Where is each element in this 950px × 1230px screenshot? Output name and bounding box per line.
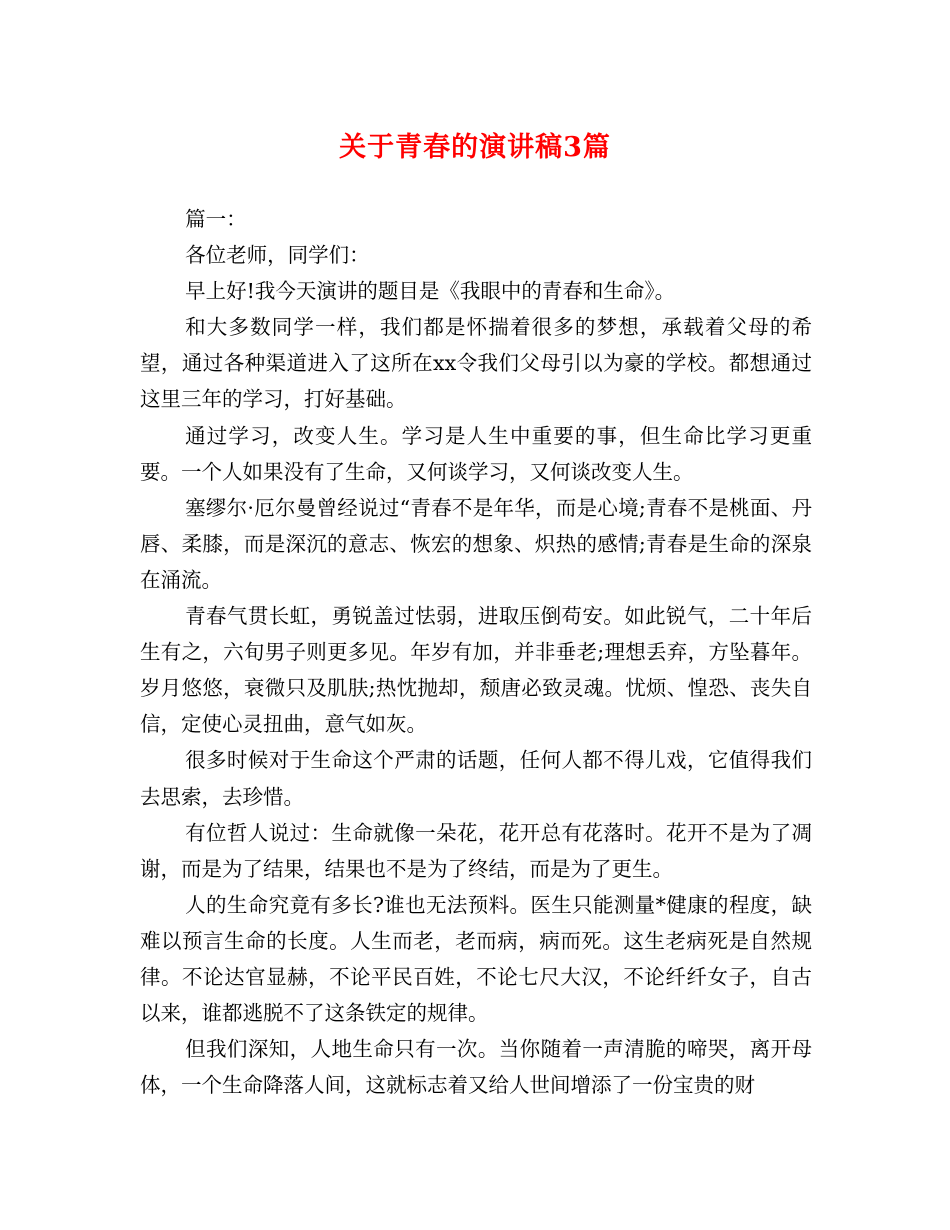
document-body <box>140 201 812 1103</box>
document-title: 关于青春的演讲稿3篇 <box>339 132 611 163</box>
paragraph: 通过学习，改变人生。学习是人生中重要的事，但生命比学习更重要。一个人如果没有了生命，又何谈学习，又何谈改变人生。 <box>140 423 812 484</box>
salutation: 各位老师，同学们： <box>185 243 370 268</box>
paragraph: 青春气贯长虹，勇锐盖过怯弱，进取压倒苟安。如此锐气，二十年后生有之，六旬男子则更多见。年岁有加，并非垂老;理想丢弃，方坠暮年。岁月悠悠，衰微只及肌肤;热忱抛却，颓唐必致灵魂。忧烦、惶恐、丧失自信，定使心灵扭曲，意气如灰。 <box>140 604 812 737</box>
paragraph: 有位哲人说过：生命就像一朵花，花开总有花落时。花开不是为了凋谢，而是为了结果，结果也不是为了终结，而是为了更生。 <box>140 820 812 881</box>
paragraph: 很多时候对于生命这个严肃的话题，任何人都不得儿戏，它值得我们去思索，去珍惜。 <box>140 748 812 809</box>
paragraph: 但我们深知，人地生命只有一次。当你随着一声清脆的啼哭，离开母体，一个生命降落人间，这就标志着又给人世间增添了一份宝贵的财 <box>140 1037 812 1098</box>
section-heading: 篇一： <box>185 207 247 231</box>
paragraph: 和大多数同学一样，我们都是怀揣着很多的梦想，承载着父母的希望，通过各种渠道进入了这所在xx令我们父母引以为豪的学校。都想通过这里三年的学习，打好基础。 <box>140 315 812 412</box>
paragraph: 塞缪尔·厄尔曼曾经说过“青春不是年华，而是心境;青春不是桃面、丹唇、柔膝，而是深沉的意志、恢宏的想象、炽热的感情;青春是生命的深泉在涌流。 <box>140 495 812 592</box>
paragraph: 早上好!我今天演讲的题目是《我眼中的青春和生命》。 <box>185 279 676 304</box>
paragraph: 人的生命究竟有多长?谁也无法预料。医生只能测量*健康的程度，缺难以预言生命的长度。人生而老，老而病，病而死。这生老病死是自然规律。不论达官显赫，不论平民百姓，不论七尺大汉，不论纤纤女子，自古以来，谁都逃脱不了这条铁定的规律。 <box>140 892 812 1026</box>
